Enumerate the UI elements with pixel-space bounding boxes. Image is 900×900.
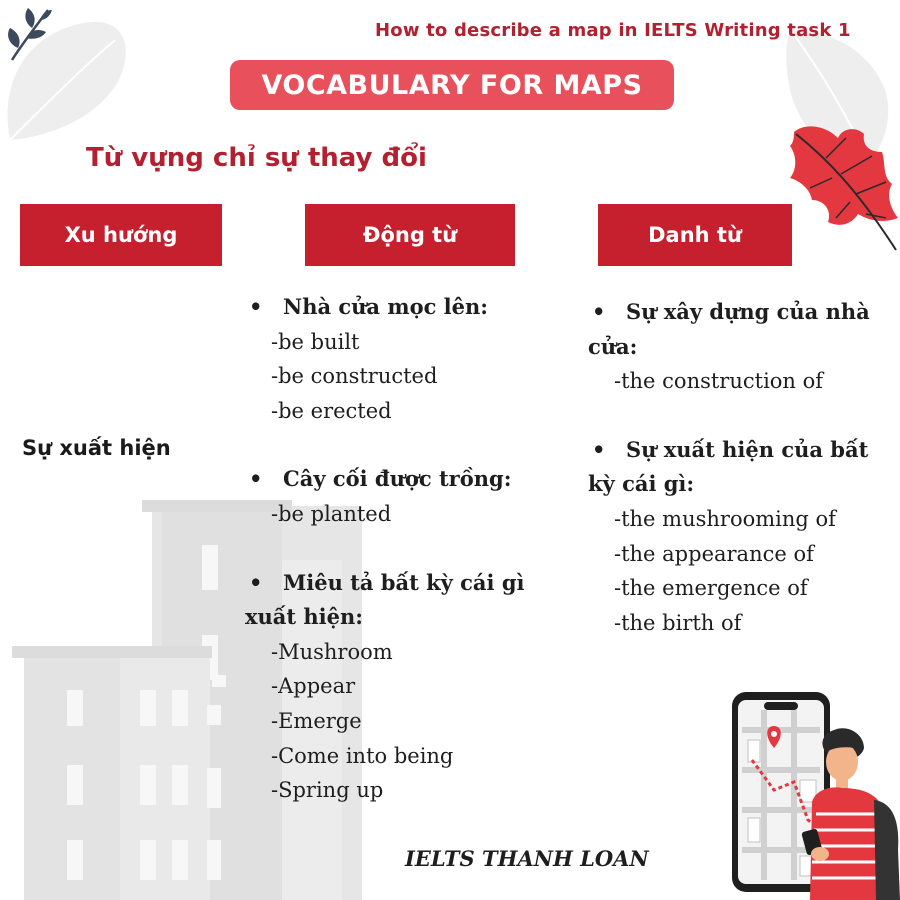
verb-group-heading: • Nhà cửa mọc lên: [245,290,545,325]
column-header-trend: Xu hướng [20,204,222,266]
noun-group-heading-cont: cửa: [588,333,638,359]
red-leaf-icon [786,118,900,254]
noun-list [588,295,888,640]
verb-item: -Mushroom [271,639,393,664]
noun-item: -the mushrooming of [614,506,836,531]
verb-list [245,290,545,808]
noun-item: -the appearance of [614,541,814,566]
verb-item: -be erected [271,398,392,423]
section-subtitle: Từ vựng chỉ sự thay đổi [86,143,427,173]
verb-item: -be constructed [271,364,438,389]
verb-group-heading: • Miêu tả bất kỳ cái gì [245,566,545,601]
verb-item: -Appear [271,674,356,699]
footer-brand: IELTS THANH LOAN [405,846,649,871]
row-label-appearance: Sự xuất hiện [22,436,171,460]
column-header-verb: Động từ [305,204,515,266]
noun-item: -the birth of [614,610,742,635]
verb-item: -Come into being [271,743,454,768]
verb-item: -Emerge [271,708,362,733]
leaf-sprig-icon [4,4,54,64]
verb-item: -Spring up [271,778,384,803]
verb-item: -be built [271,329,360,354]
phone-map-person-illustration [724,690,900,900]
verb-group-heading-cont: xuất hiện: [245,604,364,630]
verb-group-heading: • Cây cối được trồng: [245,462,545,497]
noun-group-heading: • Sự xây dựng của nhà [588,295,888,330]
column-header-noun: Danh từ [598,204,792,266]
vocabulary-banner [230,60,674,110]
verb-item: -be planted [271,501,392,526]
noun-item: -the emergence of [614,576,808,601]
banner-title: VOCABULARY FOR MAPS [261,69,643,101]
noun-item: -the construction of [614,369,824,394]
page-top-title: How to describe a map in IELTS Writing task 1 [375,20,851,41]
noun-group-heading-cont: kỳ cái gì: [588,471,695,497]
noun-group-heading: • Sự xuất hiện của bất [588,433,888,468]
